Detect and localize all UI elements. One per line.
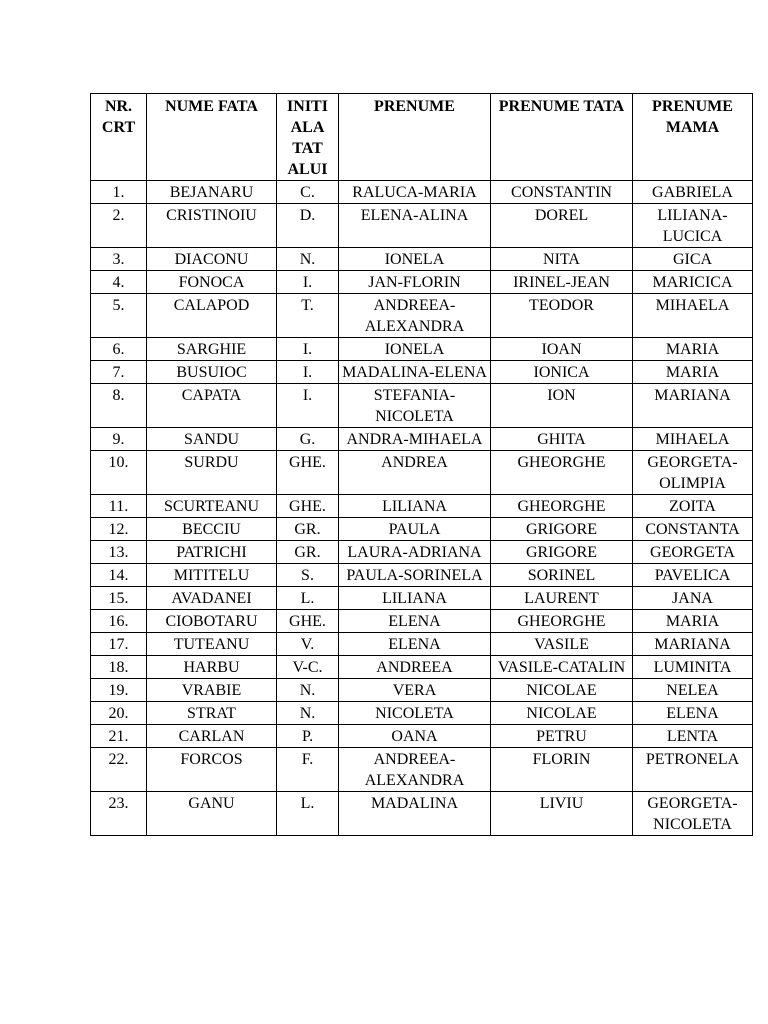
cell-nr: 6. (91, 338, 147, 361)
cell-initiala: N. (277, 679, 339, 702)
cell-prenume-tata: GHEORGHE (491, 610, 633, 633)
cell-initiala: GR. (277, 518, 339, 541)
cell-nr: 18. (91, 656, 147, 679)
cell-nume-fata: CRISTINOIU (147, 204, 277, 248)
cell-nr: 14. (91, 564, 147, 587)
cell-prenume-mama: ELENA (633, 702, 753, 725)
cell-nr: 20. (91, 702, 147, 725)
cell-prenume: PAULA-SORINELA (339, 564, 491, 587)
cell-prenume-tata: PETRU (491, 725, 633, 748)
cell-prenume-mama: GEORGETA (633, 541, 753, 564)
cell-prenume-tata: IRINEL-JEAN (491, 271, 633, 294)
cell-initiala: P. (277, 725, 339, 748)
cell-prenume-tata: LIVIU (491, 792, 633, 836)
table-row (91, 725, 753, 748)
cell-nr: 1. (91, 181, 147, 204)
cell-initiala: GHE. (277, 610, 339, 633)
cell-prenume-tata: IONICA (491, 361, 633, 384)
cell-initiala: V. (277, 633, 339, 656)
cell-nume-fata: CALAPOD (147, 294, 277, 338)
cell-nume-fata: BUSUIOC (147, 361, 277, 384)
header-initiala-tatalui: INITI ALA TAT ALUI (277, 94, 339, 181)
table-row (91, 702, 753, 725)
table-row (91, 541, 753, 564)
cell-prenume-mama: GEORGETA-OLIMPIA (633, 451, 753, 495)
cell-initiala: G. (277, 428, 339, 451)
header-prenume-mama: PRENUME MAMA (633, 94, 753, 181)
table-row (91, 748, 753, 792)
table-row (91, 656, 753, 679)
cell-nr: 15. (91, 587, 147, 610)
cell-nr: 9. (91, 428, 147, 451)
cell-prenume-tata: VASILE-CATALIN (491, 656, 633, 679)
table-row (91, 792, 753, 836)
cell-initiala: I. (277, 361, 339, 384)
cell-prenume: LAURA-ADRIANA (339, 541, 491, 564)
cell-prenume-mama: LUMINITA (633, 656, 753, 679)
cell-nr: 11. (91, 495, 147, 518)
cell-prenume-mama: MARIA (633, 338, 753, 361)
header-prenume: PRENUME (339, 94, 491, 181)
table-row (91, 679, 753, 702)
header-nr-crt: NR. CRT (91, 94, 147, 181)
cell-prenume: ANDREEA-ALEXANDRA (339, 748, 491, 792)
cell-prenume-tata: IOAN (491, 338, 633, 361)
cell-prenume-tata: GRIGORE (491, 518, 633, 541)
cell-prenume-tata: NICOLAE (491, 679, 633, 702)
cell-nume-fata: SURDU (147, 451, 277, 495)
table-row (91, 633, 753, 656)
cell-prenume-mama: PAVELICA (633, 564, 753, 587)
cell-nume-fata: FORCOS (147, 748, 277, 792)
cell-initiala: N. (277, 248, 339, 271)
cell-prenume-mama: ZOITA (633, 495, 753, 518)
cell-prenume: ANDREA (339, 451, 491, 495)
cell-prenume-tata: GHITA (491, 428, 633, 451)
cell-prenume-mama: GABRIELA (633, 181, 753, 204)
cell-prenume: STEFANIA-NICOLETA (339, 384, 491, 428)
cell-initiala: GHE. (277, 495, 339, 518)
cell-prenume-mama: JANA (633, 587, 753, 610)
cell-nume-fata: AVADANEI (147, 587, 277, 610)
cell-nume-fata: VRABIE (147, 679, 277, 702)
header-row (91, 94, 753, 181)
cell-initiala: I. (277, 384, 339, 428)
cell-nr: 13. (91, 541, 147, 564)
cell-initiala: L. (277, 587, 339, 610)
cell-prenume: OANA (339, 725, 491, 748)
cell-prenume-mama: MIHAELA (633, 294, 753, 338)
cell-nr: 17. (91, 633, 147, 656)
cell-prenume: MADALINA-ELENA (339, 361, 491, 384)
cell-prenume-mama: MARIA (633, 610, 753, 633)
cell-initiala: I. (277, 271, 339, 294)
cell-prenume-tata: SORINEL (491, 564, 633, 587)
table-row (91, 451, 753, 495)
cell-nume-fata: BEJANARU (147, 181, 277, 204)
table-row (91, 384, 753, 428)
cell-initiala: I. (277, 338, 339, 361)
cell-nr: 21. (91, 725, 147, 748)
cell-prenume: ANDREEA (339, 656, 491, 679)
table-row (91, 181, 753, 204)
cell-prenume: RALUCA-MARIA (339, 181, 491, 204)
cell-prenume-mama: MIHAELA (633, 428, 753, 451)
roster-table (90, 93, 753, 836)
table-row (91, 495, 753, 518)
table-row (91, 587, 753, 610)
cell-prenume-tata: LAURENT (491, 587, 633, 610)
cell-prenume: VERA (339, 679, 491, 702)
cell-prenume-tata: NICOLAE (491, 702, 633, 725)
table-row (91, 204, 753, 248)
cell-initiala: L. (277, 792, 339, 836)
cell-nr: 2. (91, 204, 147, 248)
cell-initiala: GR. (277, 541, 339, 564)
cell-initiala: C. (277, 181, 339, 204)
cell-nr: 19. (91, 679, 147, 702)
table-row (91, 294, 753, 338)
cell-prenume-mama: MARIA (633, 361, 753, 384)
cell-prenume-mama: LILIANA-LUCICA (633, 204, 753, 248)
cell-nume-fata: SANDU (147, 428, 277, 451)
cell-prenume-tata: NITA (491, 248, 633, 271)
cell-prenume-tata: ION (491, 384, 633, 428)
cell-prenume: ELENA-ALINA (339, 204, 491, 248)
cell-prenume: ANDREEA-ALEXANDRA (339, 294, 491, 338)
table-row (91, 564, 753, 587)
cell-initiala: T. (277, 294, 339, 338)
cell-prenume: ELENA (339, 610, 491, 633)
cell-nr: 3. (91, 248, 147, 271)
table-row (91, 338, 753, 361)
cell-prenume-tata: GRIGORE (491, 541, 633, 564)
cell-nume-fata: FONOCA (147, 271, 277, 294)
header-prenume-tata: PRENUME TATA (491, 94, 633, 181)
cell-nr: 23. (91, 792, 147, 836)
cell-prenume-mama: GEORGETA-NICOLETA (633, 792, 753, 836)
cell-initiala: V-C. (277, 656, 339, 679)
table-row (91, 248, 753, 271)
cell-nr: 5. (91, 294, 147, 338)
cell-nume-fata: PATRICHI (147, 541, 277, 564)
cell-prenume-mama: MARIANA (633, 633, 753, 656)
cell-prenume: PAULA (339, 518, 491, 541)
cell-prenume: LILIANA (339, 495, 491, 518)
cell-nr: 4. (91, 271, 147, 294)
cell-nr: 8. (91, 384, 147, 428)
cell-prenume-mama: LENTA (633, 725, 753, 748)
cell-nr: 16. (91, 610, 147, 633)
table-row (91, 361, 753, 384)
cell-prenume-mama: GICA (633, 248, 753, 271)
cell-prenume-tata: DOREL (491, 204, 633, 248)
cell-prenume-tata: FLORIN (491, 748, 633, 792)
header-nume-fata: NUME FATA (147, 94, 277, 181)
cell-nume-fata: MITITELU (147, 564, 277, 587)
cell-nr: 12. (91, 518, 147, 541)
cell-initiala: D. (277, 204, 339, 248)
cell-prenume-tata: GHEORGHE (491, 451, 633, 495)
cell-nume-fata: BECCIU (147, 518, 277, 541)
table-row (91, 518, 753, 541)
cell-nume-fata: SARGHIE (147, 338, 277, 361)
cell-prenume: MADALINA (339, 792, 491, 836)
cell-initiala: GHE. (277, 451, 339, 495)
cell-nume-fata: TUTEANU (147, 633, 277, 656)
cell-nume-fata: HARBU (147, 656, 277, 679)
cell-prenume: JAN-FLORIN (339, 271, 491, 294)
cell-nume-fata: CIOBOTARU (147, 610, 277, 633)
cell-prenume-mama: CONSTANTA (633, 518, 753, 541)
cell-initiala: F. (277, 748, 339, 792)
cell-nr: 7. (91, 361, 147, 384)
cell-prenume: IONELA (339, 338, 491, 361)
cell-prenume: LILIANA (339, 587, 491, 610)
cell-initiala: N. (277, 702, 339, 725)
table-row (91, 610, 753, 633)
cell-nume-fata: CARLAN (147, 725, 277, 748)
cell-prenume-tata: GHEORGHE (491, 495, 633, 518)
cell-nume-fata: CAPATA (147, 384, 277, 428)
cell-prenume: ELENA (339, 633, 491, 656)
cell-nume-fata: GANU (147, 792, 277, 836)
cell-prenume: NICOLETA (339, 702, 491, 725)
cell-prenume: ANDRA-MIHAELA (339, 428, 491, 451)
table-row (91, 428, 753, 451)
table-row (91, 271, 753, 294)
cell-prenume-tata: VASILE (491, 633, 633, 656)
cell-prenume-tata: TEODOR (491, 294, 633, 338)
roster-body (91, 181, 753, 836)
cell-nume-fata: SCURTEANU (147, 495, 277, 518)
cell-prenume-tata: CONSTANTIN (491, 181, 633, 204)
cell-prenume-mama: NELEA (633, 679, 753, 702)
cell-prenume-mama: MARICICA (633, 271, 753, 294)
cell-prenume: IONELA (339, 248, 491, 271)
cell-initiala: S. (277, 564, 339, 587)
cell-prenume-mama: MARIANA (633, 384, 753, 428)
cell-nr: 10. (91, 451, 147, 495)
cell-prenume-mama: PETRONELA (633, 748, 753, 792)
cell-nr: 22. (91, 748, 147, 792)
cell-nume-fata: STRAT (147, 702, 277, 725)
cell-nume-fata: DIACONU (147, 248, 277, 271)
